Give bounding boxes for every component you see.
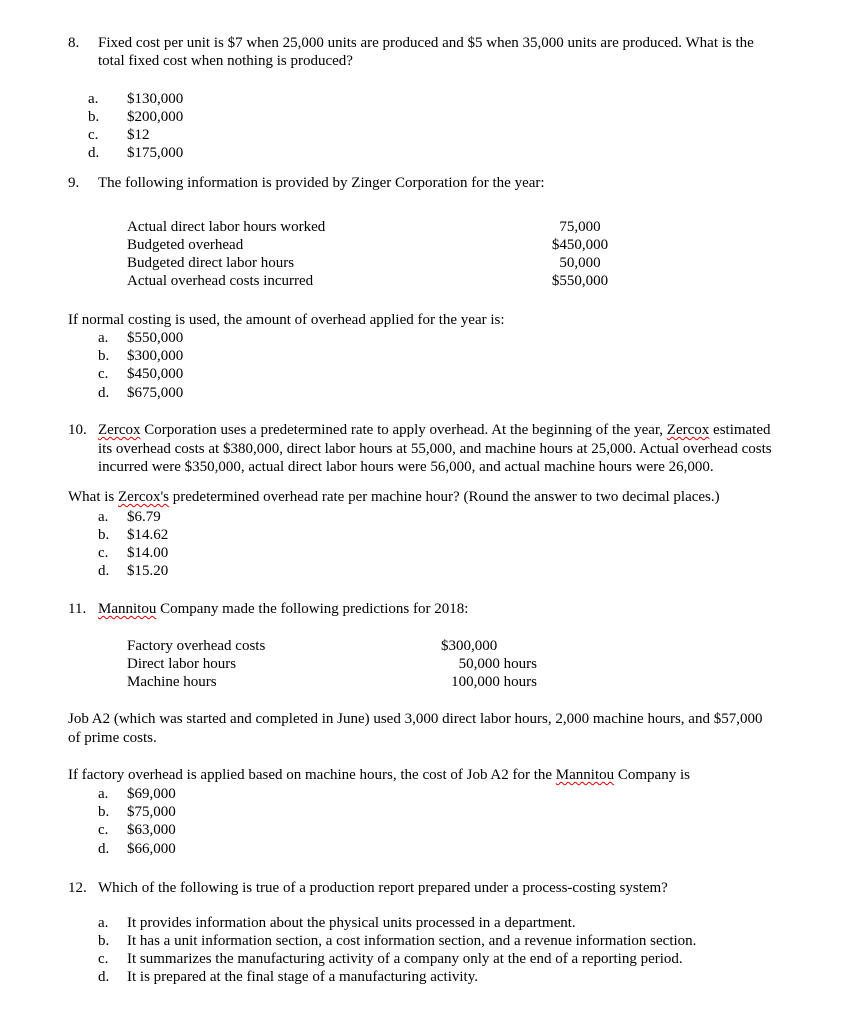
option-letter: d.	[98, 969, 110, 985]
option-text: $12	[127, 127, 150, 143]
text-run: If factory overhead is applied based on machine hours, the cost of Job A2 for the	[68, 767, 556, 783]
table-label: Direct labor hours	[127, 656, 237, 672]
question-prompt: If normal costing is used, the amount of overhead applied for the year is:	[68, 312, 505, 328]
option-text: $63,000	[127, 822, 176, 838]
text-run: Company is	[614, 767, 690, 783]
option-text: $14.00	[127, 545, 169, 561]
option-text: $675,000	[127, 385, 184, 401]
option-text: $200,000	[127, 109, 184, 125]
option-text: $175,000	[127, 145, 184, 161]
spellcheck-word: Mannitou	[555, 767, 615, 783]
table-label: Actual direct labor hours worked	[127, 219, 326, 235]
text-run: Company made the following predictions for 2018:	[156, 601, 469, 617]
question-number: 8.	[68, 35, 80, 51]
table-label: Budgeted overhead	[127, 237, 244, 253]
table-label: Budgeted direct labor hours	[127, 255, 295, 271]
option-text: It has a unit information section, a cost information section, and a revenue information section.	[127, 933, 697, 949]
option-text: $450,000	[127, 366, 184, 382]
option-letter: a.	[98, 915, 109, 931]
question-number: 9.	[68, 175, 80, 191]
option-letter: a.	[98, 786, 109, 802]
question-number: 10.	[68, 422, 87, 438]
question-text: Fixed cost per unit is $7 when 25,000 units are produced and $5 when 35,000 units are produced. What is the	[98, 35, 754, 51]
option-text: $550,000	[127, 330, 184, 346]
option-letter: d.	[98, 385, 110, 401]
table-value: $450,000	[551, 237, 609, 253]
text-run: Corporation uses a predetermined rate to apply overhead. At the beginning of the year,	[140, 422, 667, 438]
table-value: 50,000	[559, 255, 601, 271]
option-text: $14.62	[127, 527, 169, 543]
option-text: $15.20	[127, 563, 169, 579]
option-letter: a.	[98, 330, 109, 346]
spellcheck-word: Zercox	[98, 422, 141, 438]
option-letter: b.	[98, 933, 110, 949]
option-letter: b.	[98, 527, 110, 543]
question-text: Job A2 (which was started and completed in June) used 3,000 direct labor hours, 2,000 machine hours, and $57,000	[68, 711, 763, 727]
question-number: 12.	[68, 880, 87, 896]
option-letter: c.	[98, 545, 109, 561]
table-label: Factory overhead costs	[127, 638, 266, 654]
question-text	[98, 421, 771, 439]
option-text: $6.79	[127, 509, 161, 525]
table-label: Machine hours	[127, 674, 217, 690]
question-text: of prime costs.	[68, 730, 157, 746]
option-letter: c.	[98, 822, 109, 838]
option-letter: d.	[98, 841, 110, 857]
option-text: $300,000	[127, 348, 184, 364]
question-number: 11.	[68, 601, 87, 617]
question-prompt	[68, 766, 690, 784]
table-value: 75,000	[559, 219, 601, 235]
text-run: predetermined overhead rate per machine hour? (Round the answer to two decimal places.)	[169, 489, 720, 505]
option-text: It provides information about the physical units processed in a department.	[127, 915, 576, 931]
option-letter: b.	[98, 348, 110, 364]
option-text: It summarizes the manufacturing activity of a company only at the end of a reporting period.	[127, 951, 683, 967]
option-text: $75,000	[127, 804, 176, 820]
option-text: $69,000	[127, 786, 176, 802]
option-letter: b.	[88, 109, 100, 125]
question-prompt	[68, 488, 720, 506]
question-text	[98, 600, 468, 618]
table-value: 50,000 hours	[458, 656, 537, 672]
option-letter: c.	[88, 127, 99, 143]
table-value: $300,000	[441, 638, 498, 654]
spellcheck-word: Zercox	[666, 422, 710, 438]
option-letter: d.	[98, 563, 110, 579]
table-value: 100,000 hours	[451, 674, 537, 690]
spellcheck-word: Mannitou	[98, 601, 157, 617]
option-text: $66,000	[127, 841, 176, 857]
option-letter: d.	[88, 145, 100, 161]
table-label: Actual overhead costs incurred	[127, 273, 314, 289]
question-text: its overhead costs at $380,000, direct labor hours at 55,000, and machine hours at 25,000. Actual overhead costs	[98, 441, 772, 457]
table-value: $550,000	[551, 273, 609, 289]
option-text: It is prepared at the final stage of a manufacturing activity.	[127, 969, 478, 985]
question-text: incurred were $350,000, actual direct labor hours were 56,000, and actual machine hours were 26,000.	[98, 459, 714, 475]
option-text: $130,000	[127, 91, 184, 107]
text-run: What is	[68, 489, 118, 505]
text-run: estimated	[709, 422, 771, 438]
question-text: Which of the following is true of a production report prepared under a process-costing system?	[98, 880, 668, 896]
question-text: The following information is provided by Zinger Corporation for the year:	[98, 175, 545, 191]
option-letter: b.	[98, 804, 110, 820]
option-letter: c.	[98, 951, 109, 967]
option-letter: a.	[88, 91, 99, 107]
option-letter: c.	[98, 366, 109, 382]
question-text: total fixed cost when nothing is produced?	[98, 53, 353, 69]
option-letter: a.	[98, 509, 109, 525]
spellcheck-word: Zercox's	[118, 489, 170, 505]
